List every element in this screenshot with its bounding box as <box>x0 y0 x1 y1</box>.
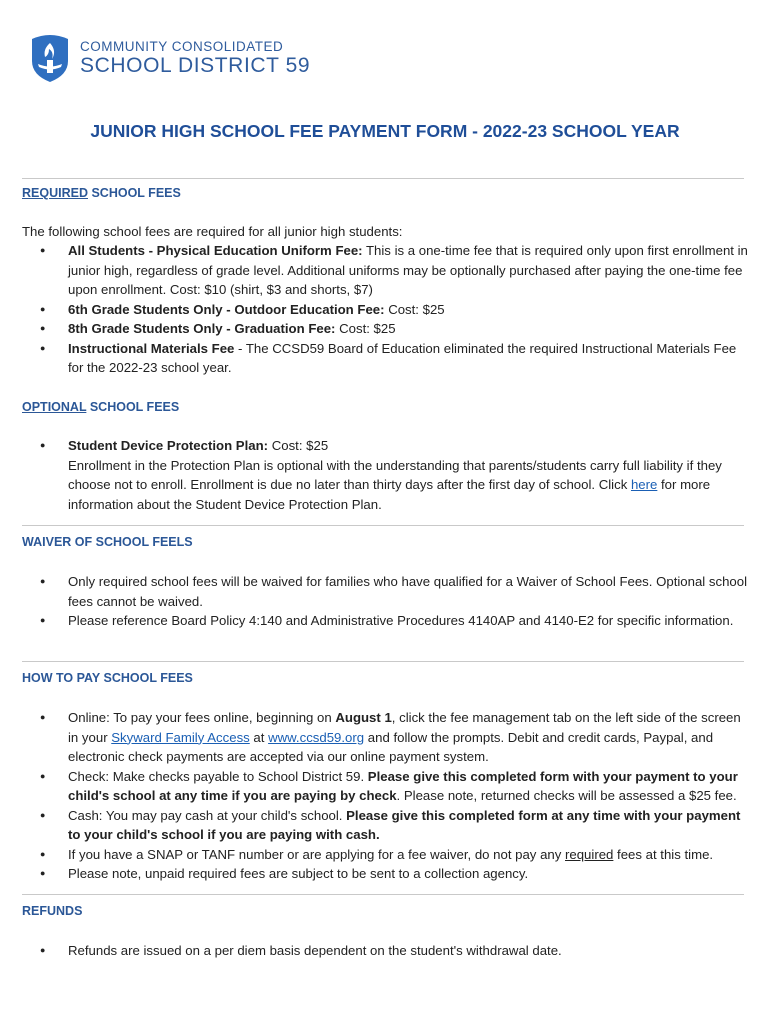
text: at <box>249 729 269 745</box>
refunds-list <box>40 941 750 961</box>
skyward-link[interactable]: Skyward Family Access <box>111 729 250 745</box>
item-label: All Students - Physical Education Uniform Fee: <box>68 243 363 258</box>
required-fees-heading <box>22 186 181 200</box>
text: , click the fee management tab on the left side of the screen in your <box>68 710 741 745</box>
item-text: Cost: $25 <box>335 321 396 336</box>
list-item <box>40 319 750 339</box>
heading-underlined: REQUIRED <box>22 186 88 200</box>
heading-underlined: OPTIONAL <box>22 400 87 414</box>
divider <box>22 178 744 179</box>
list-item <box>40 436 750 514</box>
item-cost: Cost: $25 <box>268 438 329 453</box>
text: Check: Make checks payable to School District 59. <box>68 768 368 784</box>
list-item-snap <box>40 845 750 865</box>
bold-text: Please give this completed form at any time with your payment to your child's school if you are paying with cash. <box>68 807 741 842</box>
waiver-heading: WAIVER OF SCHOOL FEELS <box>22 535 193 549</box>
list-item: ● Please reference Board Policy 4:140 and Administrative Procedures 4140AP and 4140-E2 for specific information. <box>40 611 750 631</box>
divider <box>22 894 744 895</box>
underlined-text: required <box>565 846 614 862</box>
heading-rest: SCHOOL FEES <box>87 186 181 200</box>
district-logo <box>30 33 310 83</box>
item-label: Student Device Protection Plan: <box>68 438 269 453</box>
required-fees-list <box>40 241 750 378</box>
optional-fees-heading <box>22 400 179 414</box>
divider <box>22 525 744 526</box>
shield-torch-icon <box>30 33 70 83</box>
logo-line2: SCHOOL DISTRICT 59 <box>80 54 311 78</box>
item-text: This is a one-time fee that is required only upon first enrollment in junior high, regardless of grade level. Additional uniforms may be optionally purchased after paying the one-time fee upon enrollment. Cost: $10 (shirt, $3 and shorts, $7) <box>68 243 748 297</box>
item-text: - The CCSD59 Board of Education eliminated the required Instructional Materials Fee for the 2022-23 school year. <box>68 340 737 375</box>
item-text: Enrollment in the Protection Plan is optional with the understanding that parents/students carry full liability if they choose not to enroll. Enrollment is due no later than thirty days after the first day of school. Click <box>68 457 722 492</box>
text: If you have a SNAP or TANF number or are applying for a fee waiver, do not pay any <box>68 846 565 862</box>
list-item: ● Refunds are issued on a per diem basis dependent on the student's withdrawal date. <box>40 941 750 961</box>
ccsd59-link[interactable]: www.ccsd59.org <box>268 729 365 745</box>
how-to-pay-heading: HOW TO PAY SCHOOL FEES <box>22 671 193 685</box>
waiver-list <box>40 572 750 631</box>
item-text-end: for more information about the Student Device Protection Plan. <box>68 477 711 512</box>
text: Cash: You may pay cash at your child's school. <box>68 807 347 823</box>
optional-fees-list <box>40 436 750 514</box>
item-label: 8th Grade Students Only - Graduation Fee: <box>68 321 336 336</box>
logo-line1: COMMUNITY CONSOLIDATED <box>80 38 284 54</box>
list-item-cash <box>40 806 750 845</box>
item-label: Instructional Materials Fee <box>68 340 235 356</box>
protection-plan-link[interactable]: here <box>630 477 658 492</box>
list-item <box>40 241 750 300</box>
how-to-pay-list <box>40 708 750 884</box>
divider <box>22 661 744 662</box>
required-intro: The following school fees are required for all junior high students: <box>22 224 403 239</box>
refunds-heading: REFUNDS <box>22 904 83 918</box>
list-item-online <box>40 708 750 767</box>
item-label: 6th Grade Students Only - Outdoor Education Fee: <box>68 301 385 317</box>
page-title: JUNIOR HIGH SCHOOL FEE PAYMENT FORM - 2022-23 SCHOOL YEAR <box>90 121 680 141</box>
list-item <box>40 300 750 320</box>
list-item <box>40 339 750 378</box>
heading-rest: SCHOOL FEES <box>86 400 180 414</box>
list-item-unpaid: ● Please note, unpaid required fees are subject to be sent to a collection agency. <box>40 864 750 884</box>
bold-text: Please give this completed form with your payment to your child's school at any time if you are paying by check <box>68 768 738 803</box>
text: . Please note, returned checks will be assessed a $25 fee. <box>396 788 737 803</box>
bold-text: August 1 <box>335 710 392 725</box>
text: fees at this time. <box>613 846 714 862</box>
text: and follow the prompts. Debit and credit cards, Paypal, and electronic check payments are accepted via our online payment system. <box>68 729 714 764</box>
list-item-check <box>40 767 750 806</box>
text: Online: To pay your fees online, beginning on <box>68 710 336 725</box>
list-item: ● Only required school fees will be waived for families who have qualified for a Waiver of School Fees. Optional school fees cannot be waived. <box>40 572 750 611</box>
item-text: Cost: $25 <box>384 301 445 317</box>
